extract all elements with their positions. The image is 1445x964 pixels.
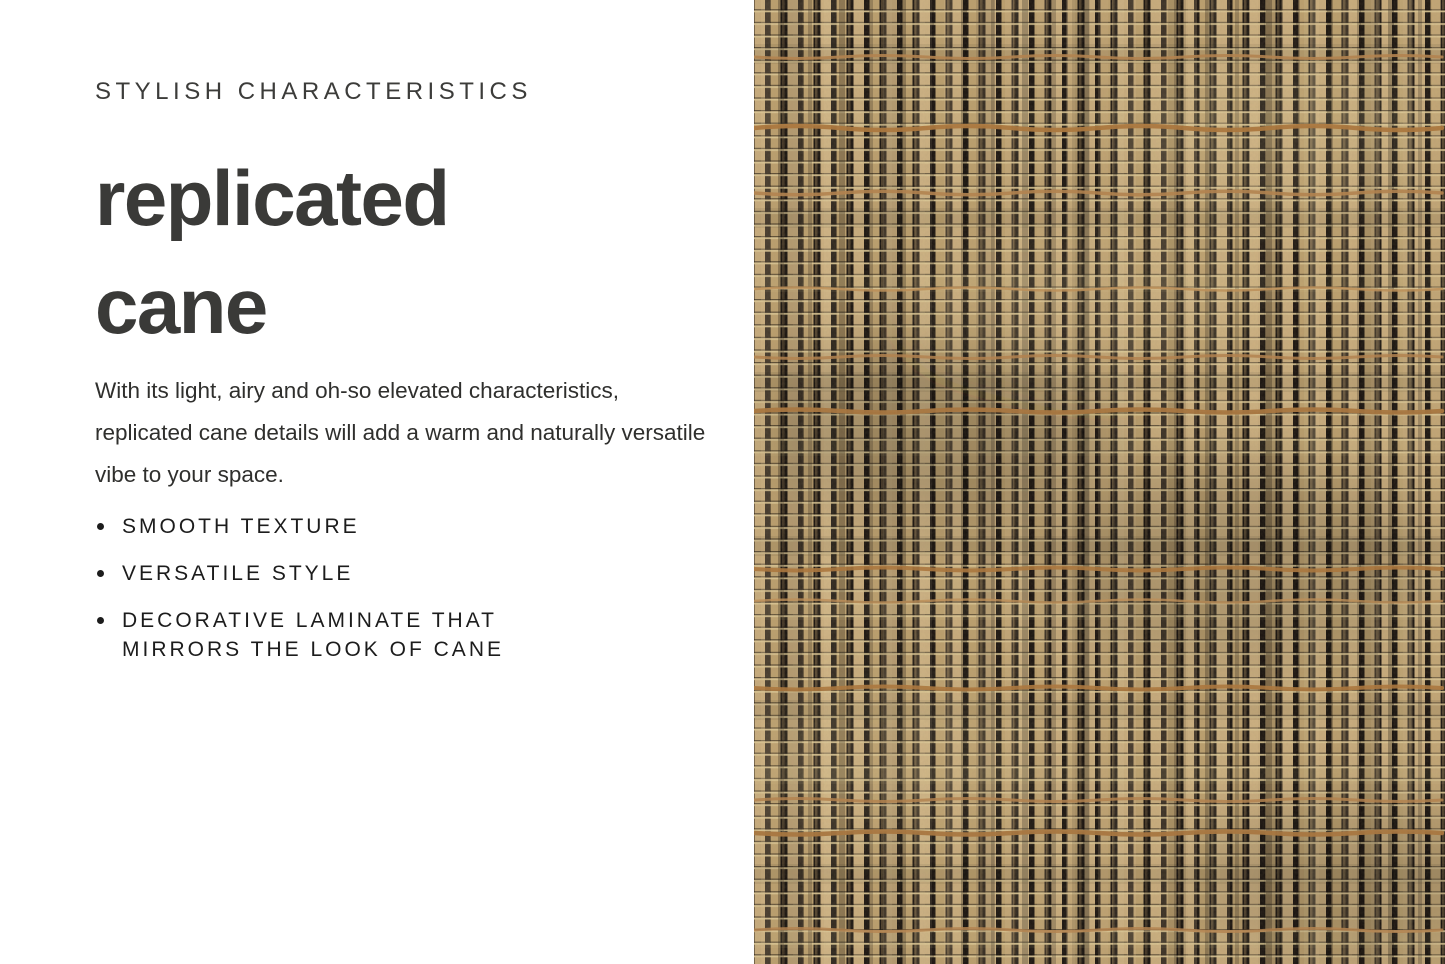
bullet-dot-icon bbox=[97, 617, 104, 624]
list-item bbox=[95, 559, 560, 588]
list-item-label: DECORATIVE LAMINATE THAT MIRRORS THE LOOK OF CANE bbox=[122, 609, 504, 661]
feature-list bbox=[95, 512, 754, 664]
page-title: replicated cane bbox=[95, 154, 449, 350]
eyebrow-heading: STYLISH CHARACTERISTICS bbox=[95, 78, 532, 105]
bullet-dot-icon bbox=[97, 570, 104, 577]
list-item-label: VERSATILE STYLE bbox=[122, 562, 354, 585]
cane-texture-image bbox=[754, 0, 1445, 964]
list-item bbox=[95, 606, 560, 664]
list-item-label: SMOOTH TEXTURE bbox=[122, 515, 360, 538]
bullet-dot-icon bbox=[97, 523, 104, 530]
grain-overlay bbox=[754, 0, 1445, 964]
list-item bbox=[95, 512, 560, 541]
description-text: With its light, airy and oh-so elevated characteristics, replicated cane details will add a warm and naturally versatile vibe to your space. bbox=[95, 378, 706, 487]
